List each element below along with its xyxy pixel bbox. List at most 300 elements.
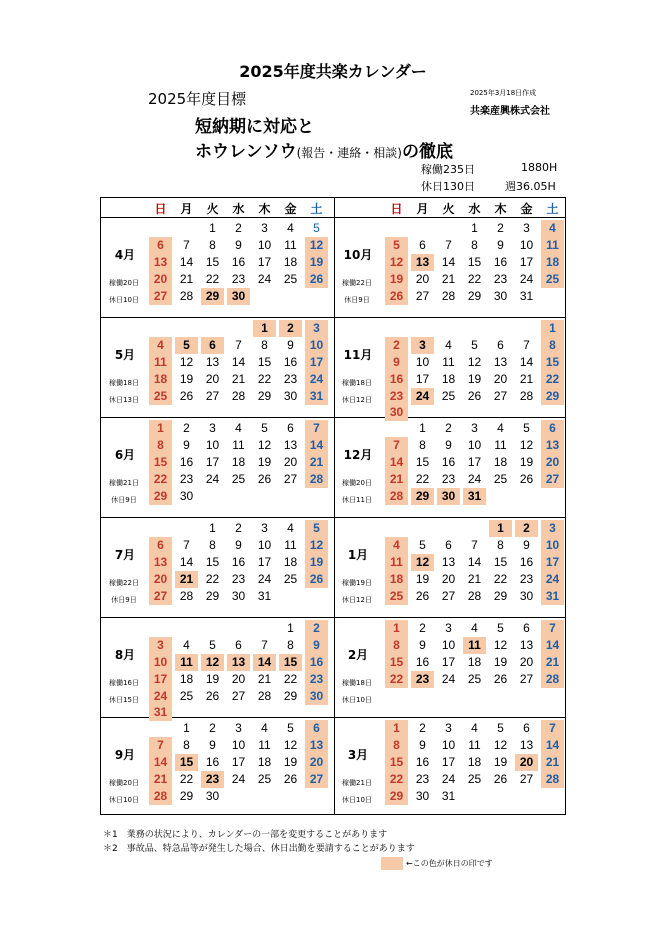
day-cell: 17	[257, 555, 272, 569]
day-cell: 10	[205, 438, 220, 452]
day-cell: 21	[385, 471, 408, 488]
month-name: 7月	[114, 548, 136, 562]
month-name: 3月	[347, 748, 369, 762]
holidays-stat: 休日130日	[421, 180, 475, 193]
month-holidays: 休日11日	[342, 496, 372, 504]
day-cell: 23	[411, 671, 434, 688]
day-cell: 5	[385, 237, 408, 254]
day-cell: 23	[179, 472, 194, 486]
day-cell: 25	[541, 271, 564, 288]
month-holidays: 休日12日	[342, 396, 372, 404]
day-cell: 30	[205, 789, 220, 803]
day-cell: 18	[467, 655, 482, 669]
calendar-grid	[100, 197, 566, 815]
day-cell: 13	[541, 437, 564, 454]
month-holidays: 休日10日	[342, 796, 372, 804]
day-cell: 22	[149, 471, 172, 488]
day-cell: 21	[305, 454, 328, 471]
day-cell: 29	[205, 589, 220, 603]
day-cell: 1	[385, 620, 408, 637]
weekday-header: 日	[154, 202, 167, 216]
day-cell: 7	[183, 238, 190, 252]
day-cell: 5	[471, 338, 478, 352]
day-cell: 11	[494, 438, 507, 452]
day-cell: 16	[231, 555, 246, 569]
day-cell: 1	[183, 721, 190, 735]
day-cell: 3	[411, 337, 434, 354]
day-cell: 18	[385, 571, 408, 588]
day-cell: 20	[541, 454, 564, 471]
day-cell: 17	[467, 455, 482, 469]
day-cell: 9	[445, 438, 452, 452]
day-cell: 4	[541, 220, 564, 237]
weekday-header: 月	[416, 202, 429, 216]
day-cell: 27	[541, 471, 564, 488]
month-work-days: 稼働21日	[109, 479, 139, 487]
day-cell: 25	[493, 472, 508, 486]
day-cell: 14	[179, 555, 194, 569]
day-cell: 15	[257, 355, 272, 369]
day-cell: 7	[471, 538, 478, 552]
day-cell: 25	[385, 588, 408, 605]
day-cell: 24	[467, 472, 482, 486]
day-cell: 13	[149, 554, 172, 571]
day-cell: 15	[541, 354, 564, 371]
day-cell: 20	[231, 672, 246, 686]
day-cell: 25	[179, 689, 194, 703]
day-cell: 21	[541, 654, 564, 671]
day-cell: 27	[205, 389, 220, 403]
day-cell: 30	[519, 589, 534, 603]
day-cell: 4	[149, 337, 172, 354]
month-holidays: 休日9日	[111, 496, 137, 504]
day-cell: 28	[541, 771, 564, 788]
holiday-color-swatch	[381, 857, 403, 870]
day-cell: 25	[283, 572, 298, 586]
day-cell: 20	[493, 372, 508, 386]
day-cell: 24	[441, 672, 456, 686]
day-cell: 10	[441, 738, 456, 752]
day-cell: 2	[497, 221, 504, 235]
day-cell: 29	[179, 789, 194, 803]
day-cell: 18	[467, 755, 482, 769]
day-cell: 23	[231, 572, 246, 586]
day-cell: 14	[467, 555, 482, 569]
month-work-days: 稼働22日	[342, 279, 372, 287]
day-cell: 10	[231, 738, 246, 752]
day-cell: 5	[261, 421, 268, 435]
day-cell: 28	[231, 389, 246, 403]
day-cell: 5	[419, 538, 426, 552]
day-cell: 10	[415, 355, 430, 369]
day-cell: 22	[541, 371, 564, 388]
day-cell: 13	[493, 355, 508, 369]
month-holidays: 休日10日	[109, 796, 139, 804]
day-cell: 12	[305, 237, 328, 254]
day-cell: 25	[231, 472, 246, 486]
day-cell: 4	[445, 338, 452, 352]
day-cell: 1	[287, 621, 294, 635]
day-cell: 12	[283, 738, 298, 752]
day-cell: 19	[493, 755, 508, 769]
day-cell: 11	[442, 355, 455, 369]
day-cell: 29	[467, 289, 482, 303]
day-cell: 17	[441, 755, 456, 769]
day-cell: 29	[385, 788, 408, 805]
day-cell: 12	[411, 554, 434, 571]
day-cell: 14	[519, 355, 534, 369]
day-cell: 5	[305, 520, 328, 537]
work-hours-stat: 1880H	[521, 161, 558, 174]
day-cell: 16	[179, 455, 194, 469]
day-cell: 22	[205, 272, 220, 286]
day-cell: 22	[467, 272, 482, 286]
day-cell: 14	[231, 355, 246, 369]
day-cell: 1	[541, 320, 564, 337]
half-divider	[334, 198, 335, 814]
day-cell: 11	[385, 554, 408, 571]
day-cell: 19	[179, 372, 194, 386]
day-cell: 7	[235, 338, 242, 352]
day-cell: 10	[541, 537, 564, 554]
month-work-days: 稼働18日	[342, 679, 372, 687]
day-cell: 30	[227, 288, 250, 305]
day-cell: 6	[235, 638, 242, 652]
day-cell: 28	[179, 289, 194, 303]
day-cell: 23	[305, 671, 328, 688]
weekday-header: 金	[284, 202, 297, 216]
day-cell: 13	[519, 638, 534, 652]
day-cell: 16	[385, 371, 408, 388]
day-cell: 21	[149, 771, 172, 788]
day-cell: 20	[441, 572, 456, 586]
day-cell: 26	[385, 288, 408, 305]
goal-line-2	[195, 137, 453, 162]
day-cell: 11	[232, 438, 245, 452]
day-cell: 8	[497, 538, 504, 552]
day-cell: 4	[235, 421, 242, 435]
day-cell: 27	[283, 472, 298, 486]
day-cell: 21	[179, 272, 194, 286]
day-cell: 17	[441, 655, 456, 669]
weekday-header: 火	[206, 202, 219, 216]
day-cell: 7	[523, 338, 530, 352]
day-cell: 25	[257, 772, 272, 786]
day-cell: 14	[541, 637, 564, 654]
weekday-header: 日	[390, 202, 403, 216]
day-cell: 6	[287, 421, 294, 435]
day-cell: 12	[201, 654, 224, 671]
day-cell: 30	[231, 589, 246, 603]
day-cell: 11	[258, 738, 271, 752]
month-name: 8月	[114, 648, 136, 662]
day-cell: 8	[385, 637, 408, 654]
day-cell: 13	[149, 254, 172, 271]
day-cell: 7	[541, 620, 564, 637]
day-cell: 31	[149, 704, 172, 721]
day-cell: 8	[287, 638, 294, 652]
day-cell: 20	[515, 754, 538, 771]
goal-line-2-tail: の徹底	[401, 142, 453, 162]
day-cell: 26	[305, 271, 328, 288]
day-cell: 5	[209, 638, 216, 652]
day-cell: 12	[519, 438, 534, 452]
day-cell: 6	[541, 420, 564, 437]
day-cell: 12	[385, 254, 408, 271]
day-cell: 11	[463, 637, 486, 654]
day-cell: 7	[385, 437, 408, 454]
day-cell: 10	[467, 438, 482, 452]
day-cell: 30	[283, 389, 298, 403]
day-cell: 11	[541, 237, 564, 254]
day-cell: 3	[305, 320, 328, 337]
day-cell: 28	[441, 289, 456, 303]
day-cell: 23	[415, 772, 430, 786]
weekday-header: 月	[180, 202, 193, 216]
day-cell: 6	[201, 337, 224, 354]
day-cell: 27	[519, 672, 534, 686]
day-cell: 26	[493, 672, 508, 686]
day-cell: 3	[261, 221, 268, 235]
weekday-header: 水	[468, 202, 481, 216]
day-cell: 14	[541, 737, 564, 754]
month-name: 4月	[114, 248, 136, 262]
day-cell: 18	[231, 455, 246, 469]
day-cell: 3	[445, 621, 452, 635]
month-name: 5月	[114, 348, 136, 362]
day-cell: 1	[209, 521, 216, 535]
weekday-header: 火	[442, 202, 455, 216]
weekday-header: 土	[546, 202, 559, 216]
month-holidays: 休日15日	[109, 696, 139, 704]
day-cell: 13	[283, 438, 298, 452]
day-cell: 19	[205, 672, 220, 686]
day-cell: 18	[257, 755, 272, 769]
month-work-days: 稼働20日	[109, 779, 139, 787]
day-cell: 17	[149, 671, 172, 688]
day-cell: 14	[179, 255, 194, 269]
day-cell: 17	[305, 354, 328, 371]
month-holidays: 休日9日	[344, 296, 370, 304]
day-cell: 9	[419, 638, 426, 652]
goal-line-2-main: ホウレンソウ	[195, 142, 297, 162]
month-name: 6月	[114, 448, 136, 462]
day-cell: 24	[149, 688, 172, 705]
day-cell: 28	[385, 488, 408, 505]
day-cell: 22	[385, 671, 408, 688]
day-cell: 21	[257, 672, 272, 686]
day-cell: 23	[493, 272, 508, 286]
month-name: 11月	[343, 348, 373, 362]
day-cell: 29	[149, 488, 172, 505]
day-cell: 10	[519, 238, 534, 252]
month-name: 2月	[347, 648, 369, 662]
weekday-header: 木	[494, 202, 507, 216]
day-cell: 3	[471, 421, 478, 435]
day-cell: 2	[235, 521, 242, 535]
day-cell: 25	[283, 272, 298, 286]
day-cell: 15	[467, 255, 482, 269]
day-cell: 31	[519, 289, 534, 303]
day-cell: 23	[231, 272, 246, 286]
month-work-days: 稼働20日	[342, 479, 372, 487]
day-cell: 7	[541, 720, 564, 737]
day-cell: 1	[489, 520, 512, 537]
day-cell: 5	[313, 221, 320, 235]
day-cell: 23	[441, 472, 456, 486]
day-cell: 24	[541, 571, 564, 588]
day-cell: 15	[415, 455, 430, 469]
day-cell: 5	[523, 421, 530, 435]
day-cell: 20	[283, 455, 298, 469]
day-cell: 26	[205, 689, 220, 703]
day-cell: 20	[149, 271, 172, 288]
block-divider	[101, 317, 565, 318]
day-cell: 19	[467, 372, 482, 386]
month-name: 9月	[114, 748, 136, 762]
day-cell: 16	[441, 455, 456, 469]
day-cell: 20	[305, 754, 328, 771]
day-cell: 13	[205, 355, 220, 369]
weekday-header: 木	[258, 202, 271, 216]
day-cell: 24	[257, 572, 272, 586]
day-cell: 5	[497, 621, 504, 635]
day-cell: 16	[415, 755, 430, 769]
day-cell: 4	[471, 721, 478, 735]
month-holidays: 休日9日	[111, 596, 137, 604]
day-cell: 24	[519, 272, 534, 286]
day-cell: 12	[257, 438, 272, 452]
day-cell: 15	[175, 754, 198, 771]
day-cell: 18	[541, 254, 564, 271]
day-cell: 19	[385, 271, 408, 288]
day-cell: 1	[149, 420, 172, 437]
month-holidays: 休日10日	[109, 296, 139, 304]
day-cell: 10	[441, 638, 456, 652]
day-cell: 25	[149, 388, 172, 405]
day-cell: 6	[149, 537, 172, 554]
day-cell: 29	[283, 689, 298, 703]
day-cell: 26	[179, 389, 194, 403]
day-cell: 21	[467, 572, 482, 586]
day-cell: 6	[523, 721, 530, 735]
day-cell: 13	[305, 737, 328, 754]
day-cell: 29	[541, 388, 564, 405]
day-cell: 7	[261, 638, 268, 652]
month-name: 1月	[347, 548, 369, 562]
day-cell: 22	[257, 372, 272, 386]
company-name: 共楽産興株式会社	[470, 106, 550, 117]
created-date: 2025年3月18日作成	[470, 89, 537, 97]
day-cell: 17	[231, 755, 246, 769]
day-cell: 19	[305, 254, 328, 271]
day-cell: 28	[467, 589, 482, 603]
day-cell: 29	[493, 589, 508, 603]
day-cell: 27	[415, 289, 430, 303]
day-cell: 29	[201, 288, 224, 305]
day-cell: 5	[497, 721, 504, 735]
day-cell: 22	[415, 472, 430, 486]
day-cell: 28	[519, 389, 534, 403]
block-divider	[101, 617, 565, 618]
day-cell: 9	[235, 538, 242, 552]
month-holidays: 休日10日	[342, 696, 372, 704]
day-cell: 18	[283, 555, 298, 569]
day-cell: 4	[497, 421, 504, 435]
day-cell: 10	[257, 538, 272, 552]
month-work-days: 稼働21日	[342, 779, 372, 787]
day-cell: 3	[149, 637, 172, 654]
month-work-days: 稼働22日	[109, 579, 139, 587]
day-cell: 7	[445, 238, 452, 252]
day-cell: 16	[283, 355, 298, 369]
day-cell: 1	[253, 320, 276, 337]
legend-text: ←この色が休日の印です	[406, 859, 493, 868]
weekly-hours-stat: 週36.05H	[505, 180, 556, 193]
day-cell: 17	[519, 255, 534, 269]
day-cell: 25	[441, 389, 456, 403]
day-cell: 22	[385, 771, 408, 788]
day-cell: 18	[179, 672, 194, 686]
day-cell: 12	[467, 355, 482, 369]
day-cell: 3	[445, 721, 452, 735]
day-cell: 22	[493, 572, 508, 586]
calendar-title: 2025年度共楽カレンダー	[239, 62, 427, 81]
day-cell: 6	[419, 238, 426, 252]
day-cell: 9	[523, 538, 530, 552]
day-cell: 7	[149, 737, 172, 754]
day-cell: 27	[493, 389, 508, 403]
day-cell: 8	[149, 437, 172, 454]
day-cell: 20	[205, 372, 220, 386]
day-cell: 21	[175, 571, 198, 588]
day-cell: 4	[287, 221, 294, 235]
day-cell: 7	[305, 420, 328, 437]
day-cell: 28	[257, 689, 272, 703]
day-cell: 1	[209, 221, 216, 235]
day-cell: 26	[283, 772, 298, 786]
block-divider	[101, 517, 565, 518]
day-cell: 18	[149, 371, 172, 388]
day-cell: 14	[385, 454, 408, 471]
day-cell: 27	[305, 771, 328, 788]
day-cell: 14	[253, 654, 276, 671]
month-holidays: 休日13日	[109, 396, 139, 404]
day-cell: 2	[183, 421, 190, 435]
day-cell: 16	[519, 555, 534, 569]
day-cell: 7	[183, 538, 190, 552]
day-cell: 23	[519, 572, 534, 586]
day-cell: 26	[305, 571, 328, 588]
day-cell: 9	[385, 354, 408, 371]
weekday-header: 金	[520, 202, 533, 216]
day-cell: 19	[257, 455, 272, 469]
day-cell: 22	[179, 772, 194, 786]
day-cell: 11	[284, 538, 297, 552]
weekday-header: 水	[232, 202, 245, 216]
day-cell: 23	[385, 388, 408, 405]
month-work-days: 稼働18日	[342, 379, 372, 387]
day-cell: 8	[209, 238, 216, 252]
day-cell: 29	[257, 389, 272, 403]
day-cell: 3	[261, 521, 268, 535]
day-cell: 8	[541, 337, 564, 354]
day-cell: 27	[441, 589, 456, 603]
day-cell: 13	[227, 654, 250, 671]
goal-line-2-paren: (報告・連絡・相談)	[296, 146, 402, 160]
day-cell: 24	[257, 272, 272, 286]
day-cell: 25	[467, 772, 482, 786]
